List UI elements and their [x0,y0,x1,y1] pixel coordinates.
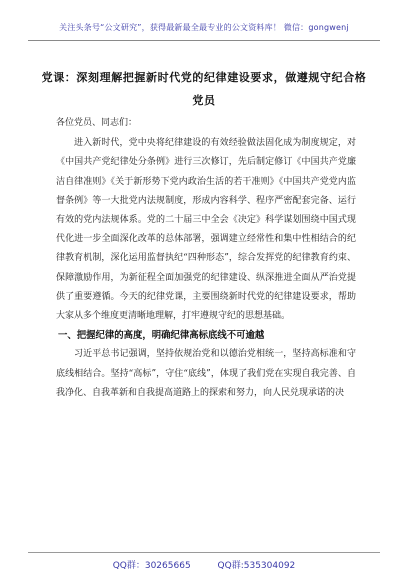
qq-group-right: QQ群:535304092 [217,561,296,571]
document-body [56,114,356,403]
header-divider [28,40,380,41]
section-heading: 一、把握纪律的高度，明确纪律高标底线不可逾越 [58,330,265,342]
document-title: 党课：深刻理解把握新时代党的纪律建设要求，做遵规守纪合格党员 [41,71,367,107]
header-note: 关注头条号“公文研究”，获得最新最全最专业的公文资料库！ 微信：gongwenj [59,23,349,32]
body-paragraph-1: 进入新时代，党中央将纪律建设的有效经验做法固化成为制度规定，对《中国共产党纪律处分条例》进行三次修订，先后制定修订《中国共产党廉洁自律准则》《关于新形势下党内政治生活的若干准则》《中国共产党党内监督条例》等一大批党内法规制度，形成内容科学、程序严密配套完备、运行有效的党内法规体系。党的二十届三中全会《决定》科学谋划围绕中国式现代化进一步全面深化改革的总体部署，强调建立经常性和集中性相结合的纪律教育机制，深化运用监督执纪“四种形态”，综合发挥党的纪律教育约束、保障激励作用，为新征程全面加强党的纪律建设、纵深推进全面从严治党提供了重要遵循。今天的纪律党课，主要围绕新时代党的纪律建设要求，帮助大家从多个维度更清晰地理解，打牢遵规守纪的思想基础。 [56,138,356,322]
qq-group-left: QQ群：30265665 [112,561,191,571]
section-paragraph: 习近平总书记强调，坚持依规治党和以德治党相统一，坚持高标准和守底线相结合。坚持“高标”，守住“底线”，体现了我们党在实现自我完善、自我净化、自我革新和自我提高道路上的探索和努力，向人民兑现承诺的决 [56,349,356,398]
footer-divider [28,552,380,553]
salutation: 各位党员、同志们： [56,118,138,128]
footer-contact [0,558,408,571]
